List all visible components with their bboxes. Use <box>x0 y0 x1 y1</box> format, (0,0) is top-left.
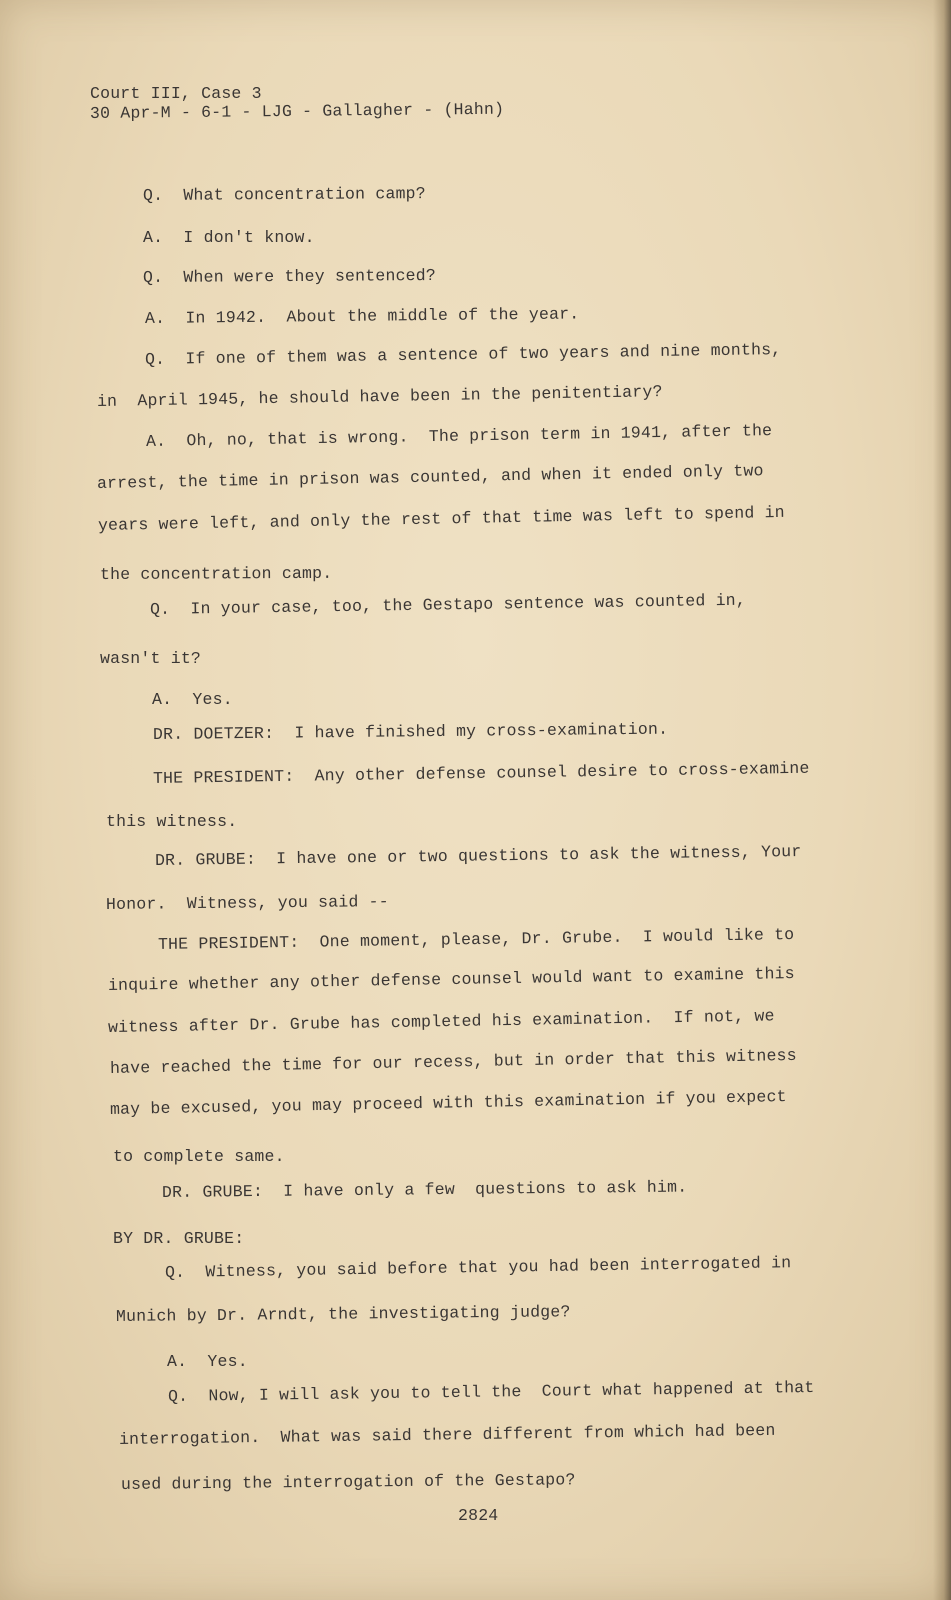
transcript-line: DR. GRUBE: I have one or two questions to ask the witness, Your <box>154 841 802 870</box>
transcript-line: Q. If one of them was a sentence of two years and nine months, <box>144 340 782 369</box>
transcript-line: used during the interrogation of the Gestapo? <box>120 1470 576 1494</box>
transcript-line: Q. Now, I will ask you to tell the Court what happened at that <box>167 1377 815 1406</box>
transcript-line: A. Yes. <box>152 690 233 709</box>
transcript-line: Q. In your case, too, the Gestapo sentence was counted in, <box>149 590 747 619</box>
transcript-line: THE PRESIDENT: One moment, please, Dr. Grube. I would like to <box>157 925 795 954</box>
transcript-line: to complete same. <box>113 1147 285 1166</box>
transcript-line: A. I don't know. <box>143 228 315 247</box>
transcript-line: A. Yes. <box>167 1352 248 1371</box>
transcript-line: witness after Dr. Grube has completed his examination. If not, we <box>107 1006 775 1037</box>
transcript-line: BY DR. GRUBE: <box>113 1229 245 1248</box>
page-edge-shadow <box>933 0 951 1600</box>
transcript-line: in April 1945, he should have been in the penitentiary? <box>96 382 663 411</box>
header-court-case: Court III, Case 3 <box>90 84 262 103</box>
transcript-line: inquire whether any other defense counsel would want to examine this <box>107 964 795 995</box>
transcript-line: DR. DOETZER: I have finished my cross-examination. <box>152 719 669 744</box>
transcript-line: this witness. <box>106 812 238 831</box>
transcript-line: arrest, the time in prison was counted, and when it ended only two <box>96 461 764 493</box>
page-number: 2824 <box>458 1506 499 1525</box>
transcript-line: interrogation. What was said there different from which had been <box>118 1420 776 1449</box>
transcript-line: have reached the time for our recess, but in order that this witness <box>109 1045 797 1078</box>
header-session-info: 30 Apr-M - 6-1 - LJG - Gallagher - (Hahn) <box>89 99 505 123</box>
transcript-line: Q. What concentration camp? <box>142 184 426 205</box>
transcript-line: THE PRESIDENT: Any other defense counsel desire to cross-examine <box>152 758 810 788</box>
transcript-line: DR. GRUBE: I have only a few questions to ask him. <box>161 1177 688 1202</box>
transcript-line: Q. When were they sentenced? <box>142 265 437 287</box>
transcript-line: Munich by Dr. Arndt, the investigating judge? <box>115 1302 571 1326</box>
page-header <box>90 84 690 124</box>
transcript-line: A. Oh, no, that is wrong. The prison term in 1941, after the <box>145 421 773 451</box>
transcript-line: years were left, and only the rest of that time was left to spend in <box>97 502 785 535</box>
transcript-line: wasn't it? <box>100 649 202 668</box>
transcript-line: the concentration camp. <box>99 563 333 584</box>
transcript-line: Q. Witness, you said before that you had been interrogated in <box>164 1253 792 1282</box>
transcript-line: may be excused, you may proceed with this examination if you expect <box>109 1087 787 1119</box>
transcript-line: Honor. Witness, you said -- <box>105 892 389 914</box>
transcript-line: A. In 1942. About the middle of the year. <box>144 304 580 328</box>
